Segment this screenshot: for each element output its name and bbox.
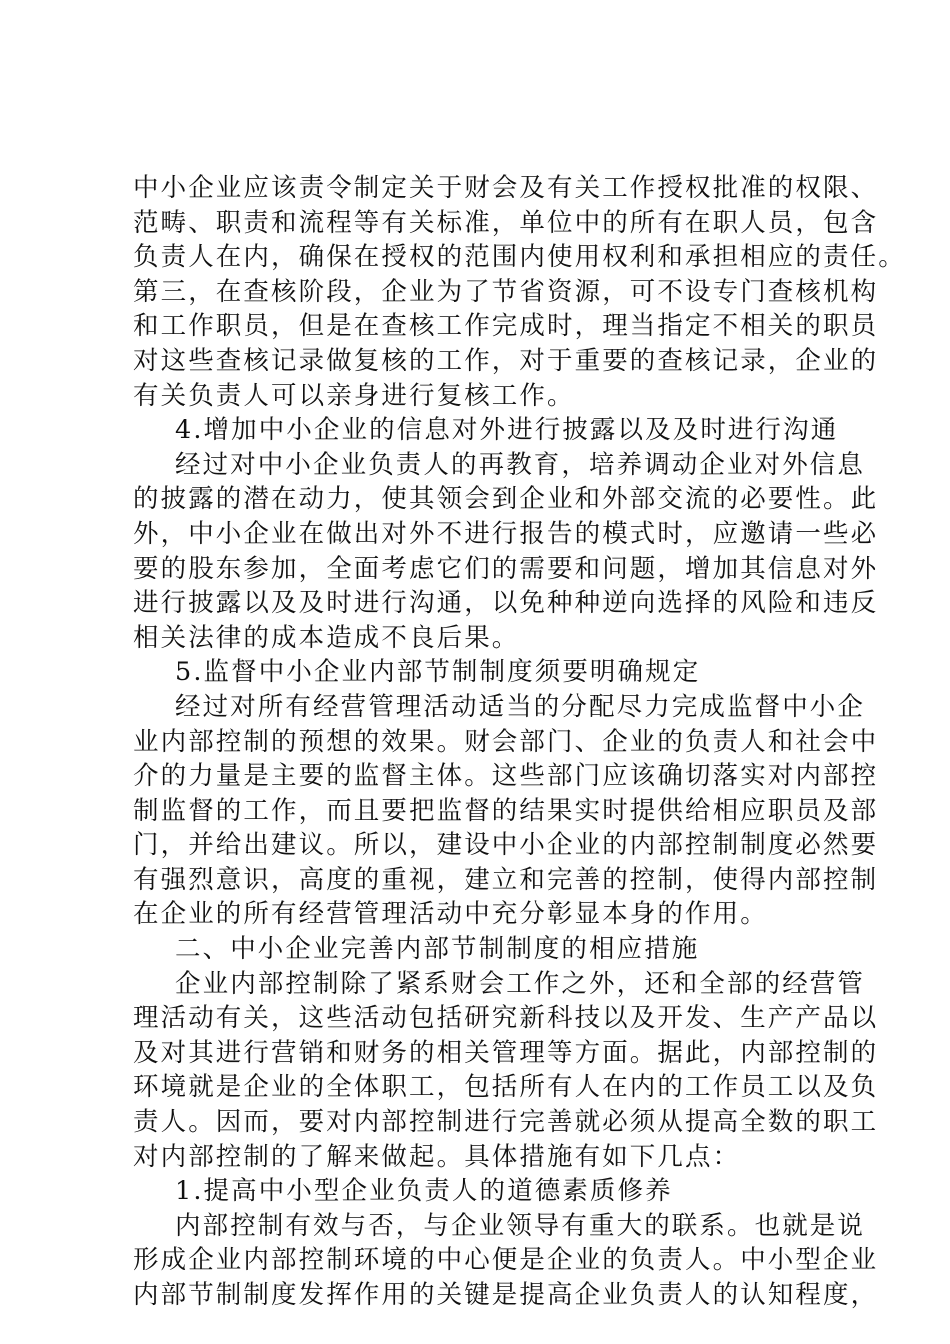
paragraph-line: 有关负责人可以亲身进行复核工作。 <box>133 380 575 411</box>
paragraph-line: 要的股东参加，全面考虑它们的需要和问题，增加其信息对外 <box>133 553 879 584</box>
paragraph-line: 外，中小企业在做出对外不进行报告的模式时，应邀请一些必 <box>133 518 879 549</box>
paragraph-line: 内部节制制度发挥作用的关键是提高企业负责人的认知程度， <box>133 1280 879 1310</box>
paragraph-line: 对这些查核记录做复核的工作，对于重要的查核记录，企业的 <box>133 345 879 376</box>
paragraph-line: 环境就是企业的全体职工，包括所有人在内的工作员工以及负 <box>133 1072 879 1103</box>
section-heading: 5.监督中小企业内部节制制度须要明确规定 <box>175 657 701 688</box>
paragraph-line: 进行披露以及及时进行沟通，以免种种逆向选择的风险和违反 <box>133 588 879 619</box>
paragraph-line: 理活动有关，这些活动包括研究新科技以及开发、生产产品以 <box>133 1003 879 1034</box>
paragraph-line: 经过对中小企业负责人的再教育，培养调动企业对外信息 <box>175 449 866 480</box>
paragraph-line: 制监督的工作，而且要把监督的结果实时提供给相应职员及部 <box>133 795 879 826</box>
paragraph-line: 内部控制有效与否，与企业领导有重大的联系。也就是说 <box>175 1210 866 1241</box>
paragraph-line: 企业内部控制除了紧系财会工作之外，还和全部的经营管 <box>175 968 866 999</box>
section-heading: 4.增加中小企业的信息对外进行披露以及及时进行沟通 <box>175 415 839 446</box>
paragraph-line: 介的力量是主要的监督主体。这些部门应该确切落实对内部控 <box>133 761 879 792</box>
paragraph-line: 负责人在内，确保在授权的范围内使用权利和承担相应的责任。 <box>133 242 906 273</box>
paragraph-line: 对内部控制的了解来做起。具体措施有如下几点： <box>133 1141 741 1172</box>
paragraph-line: 的披露的潜在动力，使其领会到企业和外部交流的必要性。此 <box>133 484 879 515</box>
paragraph-line: 中小企业应该责令制定关于财会及有关工作授权批准的权限、 <box>133 173 879 203</box>
paragraph-line: 相关法律的成本造成不良后果。 <box>133 622 520 653</box>
paragraph-line: 在企业的所有经营管理活动中充分彰显本身的作用。 <box>133 899 768 930</box>
paragraph-line: 责人。因而，要对内部控制进行完善就必须从提高全数的职工 <box>133 1107 879 1138</box>
paragraph-line: 有强烈意识，高度的重视，建立和完善的控制，使得内部控制 <box>133 864 879 895</box>
paragraph-line: 形成企业内部控制环境的中心便是企业的负责人。中小型企业 <box>133 1245 879 1276</box>
section-heading: 1.提高中小型企业负责人的道德素质修养 <box>175 1176 673 1207</box>
document-body <box>133 171 906 1313</box>
paragraph-line: 和工作职员，但是在查核工作完成时，理当指定不相关的职员 <box>133 311 879 342</box>
paragraph-line: 范畴、职责和流程等有关标准，单位中的所有在职人员，包含 <box>133 207 879 238</box>
paragraph-line: 第三，在查核阶段，企业为了节省资源，可不设专门查核机构 <box>133 276 879 307</box>
paragraph-line: 门，并给出建议。所以，建设中小企业的内部控制制度必然要 <box>133 830 879 861</box>
section-heading: 二、中小企业完善内部节制制度的相应措施 <box>175 934 700 965</box>
paragraph-line: 及对其进行营销和财务的相关管理等方面。据此，内部控制的 <box>133 1037 879 1068</box>
paragraph-line: 经过对所有经营管理活动适当的分配尽力完成监督中小企 <box>175 691 866 722</box>
paragraph-line: 业内部控制的预想的效果。财会部门、企业的负责人和社会中 <box>133 726 879 757</box>
